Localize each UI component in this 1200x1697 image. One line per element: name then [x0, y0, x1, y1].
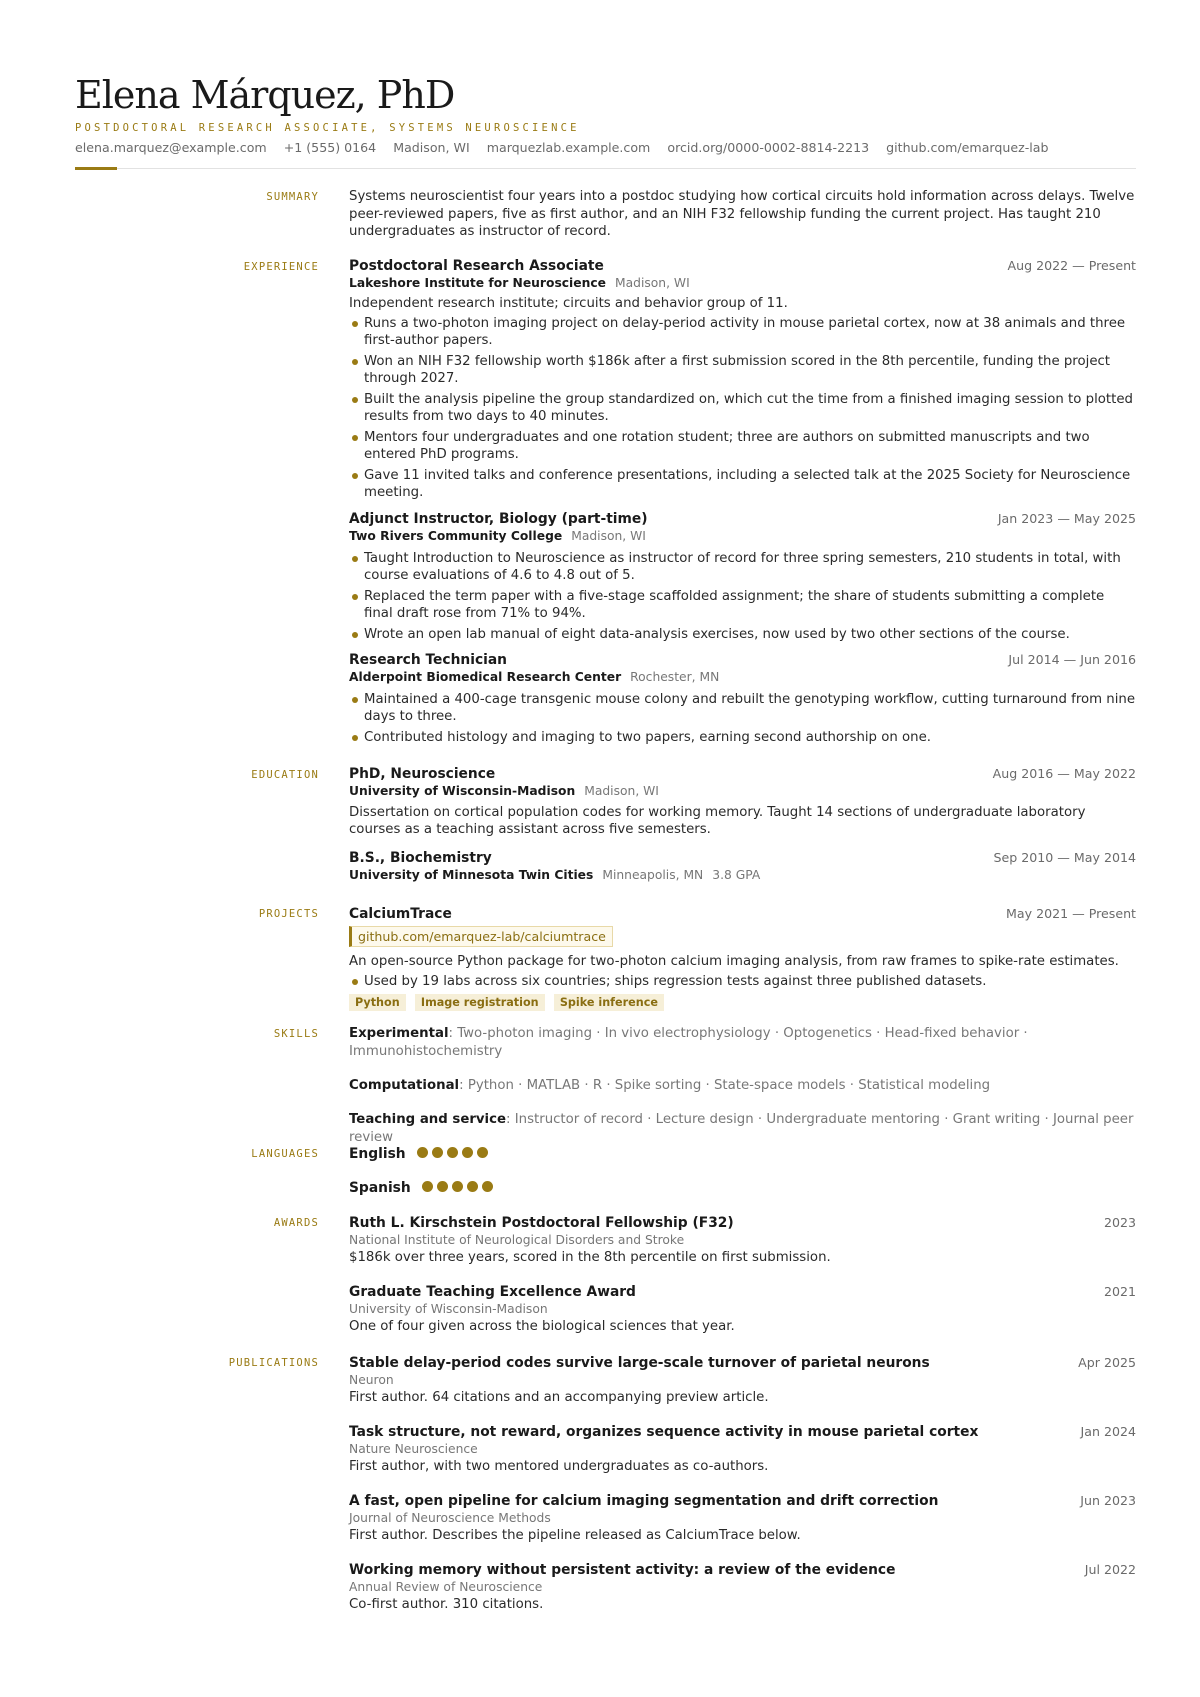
publication-title: A fast, open pipeline for calcium imaging segmentation and drift correction	[349, 1493, 939, 1509]
proficiency-dot	[452, 1181, 463, 1192]
job-description: Independent research institute; circuits and behavior group of 11.	[349, 296, 788, 311]
project-bullets	[349, 973, 1136, 990]
publication-date: Jan 2024	[1080, 1424, 1136, 1439]
summary-section	[349, 188, 1136, 241]
language-name: Spanish	[349, 1180, 411, 1196]
school: University of Wisconsin-Madison	[349, 784, 576, 798]
list-item: Mentors four undergraduates and one rotation student; three are authors on submitted manuscripts and two entered PhD programs.	[349, 429, 1136, 463]
proficiency-dot	[477, 1147, 488, 1158]
list-item: Won an NIH F32 fellowship worth $186k after a first submission scored in the 8th percentile, funding the project through 2027.	[349, 353, 1136, 387]
employer: Alderpoint Biomedical Research Center	[349, 670, 622, 684]
section-label-projects: PROJECTS	[258, 908, 319, 920]
job-location: Madison, WI	[615, 276, 690, 290]
candidate-headline: POSTDOCTORAL RESEARCH ASSOCIATE, SYSTEMS NEUROSCIENCE	[75, 122, 580, 134]
skill-category: Experimental	[349, 1026, 449, 1041]
gpa: 3.8 GPA	[712, 868, 761, 882]
job-title: Adjunct Instructor, Biology (part-time)	[349, 511, 648, 527]
job-dates: Jul 2014 — Jun 2016	[1008, 652, 1136, 667]
experience-entry	[349, 510, 1136, 647]
award-organization: National Institute of Neurological Disorders and Stroke	[349, 1233, 685, 1247]
publication-venue: Journal of Neuroscience Methods	[349, 1511, 551, 1525]
proficiency-dot	[432, 1147, 443, 1158]
job-dates: Aug 2022 — Present	[1007, 258, 1136, 273]
list-item: Maintained a 400-cage transgenic mouse colony and rebuilt the genotyping workflow, cutting turnaround from nine days to three.	[349, 691, 1136, 725]
section-label-summary: SUMMARY	[266, 191, 319, 203]
contact-github[interactable]: github.com/emarquez-lab	[886, 140, 1049, 155]
experience-entry	[349, 257, 1136, 505]
degree-title: PhD, Neuroscience	[349, 766, 496, 782]
skill-category: Teaching and service	[349, 1112, 507, 1127]
project-title: CalciumTrace	[349, 906, 452, 922]
education-entry	[349, 765, 1136, 838]
employer: Lakeshore Institute for Neuroscience	[349, 276, 606, 290]
skill-items: : Instructor of record · Lecture design · Undergraduate mentoring · Grant writing · Journal peer review	[349, 1112, 1134, 1145]
skill-group	[349, 1025, 1136, 1060]
list-item: Built the analysis pipeline the group standardized on, which cut the time from a finished imaging session to plotted results from two days to 40 minutes.	[349, 391, 1136, 425]
list-item: Taught Introduction to Neuroscience as instructor of record for three spring semesters, 210 students in total, with course evaluations of 4.6 to 4.8 out of 5.	[349, 550, 1136, 584]
job-location: Rochester, MN	[630, 670, 720, 684]
proficiency-dot	[422, 1181, 433, 1192]
proficiency-dot	[417, 1147, 428, 1158]
publication-venue: Nature Neuroscience	[349, 1442, 478, 1456]
resume-header	[75, 72, 1136, 158]
job-location: Madison, WI	[571, 529, 646, 543]
publication-entry	[349, 1423, 1136, 1475]
publication-venue: Annual Review of Neuroscience	[349, 1580, 543, 1594]
job-title: Postdoctoral Research Associate	[349, 258, 604, 274]
language-entry	[349, 1145, 1136, 1163]
project-entry	[349, 905, 1136, 1011]
section-label-publications: PUBLICATIONS	[228, 1357, 319, 1369]
award-title: Graduate Teaching Excellence Award	[349, 1284, 636, 1300]
publication-note: First author, with two mentored undergraduates as co-authors.	[349, 1459, 769, 1474]
job-dates: Jan 2023 — May 2025	[997, 511, 1136, 526]
publication-title: Stable delay-period codes survive large-scale turnover of parietal neurons	[349, 1355, 930, 1371]
award-year: 2021	[1103, 1284, 1136, 1299]
skill-category: Computational	[349, 1078, 460, 1093]
project-link[interactable]: github.com/emarquez-lab/calciumtrace	[349, 926, 613, 947]
education-entry	[349, 849, 1136, 884]
summary-text: Systems neuroscientist four years into a postdoc studying how cortical circuits hold information across delays. Twelve peer-reviewed papers, five as first author, and an NIH F32 fellowship funding the current project. Has taught 210 undergraduates as instructor of record.	[349, 189, 1135, 239]
publication-entry	[349, 1561, 1136, 1613]
job-bullets	[349, 315, 1136, 501]
job-bullets	[349, 691, 1136, 746]
publication-entry	[349, 1354, 1136, 1406]
publication-date: Apr 2025	[1078, 1355, 1136, 1370]
degree-dates: Sep 2010 — May 2014	[993, 850, 1136, 865]
school: University of Minnesota Twin Cities	[349, 868, 594, 882]
proficiency-dot	[467, 1181, 478, 1192]
degree-description: Dissertation on cortical population codes for working memory. Taught 14 sections of undergraduate laboratory courses as a teaching assistant across five semesters.	[349, 805, 1086, 837]
contact-phone[interactable]: +1 (555) 0164	[283, 140, 377, 155]
project-tags	[349, 994, 1136, 1011]
award-entry	[349, 1283, 1136, 1335]
job-title: Research Technician	[349, 652, 507, 668]
publication-note: Co-first author. 310 citations.	[349, 1597, 544, 1612]
employer: Two Rivers Community College	[349, 529, 563, 543]
school-location: Minneapolis, MN	[602, 868, 704, 882]
header-divider	[75, 168, 1136, 169]
candidate-name: Elena Márquez, PhD	[75, 73, 455, 117]
skill-items: : Python · MATLAB · R · Spike sorting · State-space models · Statistical modeling	[459, 1078, 991, 1093]
section-label-awards: AWARDS	[273, 1217, 319, 1229]
section-label-languages: LANGUAGES	[251, 1148, 319, 1160]
experience-entry	[349, 651, 1136, 750]
section-label-skills: SKILLS	[273, 1028, 319, 1040]
project-description: An open-source Python package for two-photon calcium imaging analysis, from raw frames to spike-rate estimates.	[349, 954, 1119, 969]
publication-note: First author. 64 citations and an accompanying preview article.	[349, 1390, 769, 1405]
list-item: Replaced the term paper with a five-stage scaffolded assignment; the share of students submitting a complete final draft rose from 71% to 94%.	[349, 588, 1136, 622]
publication-title: Working memory without persistent activity: a review of the evidence	[349, 1562, 896, 1578]
section-label-experience: EXPERIENCE	[243, 261, 319, 273]
list-item: Contributed histology and imaging to two papers, earning second authorship on one.	[349, 729, 1136, 746]
tag: Python	[349, 994, 406, 1011]
publication-date: Jul 2022	[1084, 1562, 1136, 1577]
language-name: English	[349, 1146, 406, 1162]
skill-group	[349, 1077, 1136, 1095]
list-item: Runs a two-photon imaging project on delay-period activity in mouse parietal cortex, now at 38 animals and three first-author papers.	[349, 315, 1136, 349]
degree-dates: Aug 2016 — May 2022	[992, 766, 1136, 781]
contact-line	[75, 138, 1136, 158]
language-entry	[349, 1179, 1136, 1197]
award-year: 2023	[1103, 1215, 1136, 1230]
list-item: Gave 11 invited talks and conference presentations, including a selected talk at the 2025 Society for Neuroscience meeting.	[349, 467, 1136, 501]
proficiency-dot	[437, 1181, 448, 1192]
tag: Image registration	[415, 994, 545, 1011]
skill-items: : Two-photon imaging · In vivo electrophysiology · Optogenetics · Head-fixed behavior · Immunohistochemistry	[349, 1026, 1028, 1059]
job-bullets	[349, 550, 1136, 643]
award-description: $186k over three years, scored in the 8th percentile on first submission.	[349, 1250, 831, 1265]
section-label-education: EDUCATION	[251, 769, 319, 781]
contact-location: Madison, WI	[393, 140, 470, 155]
degree-title: B.S., Biochemistry	[349, 850, 492, 866]
proficiency-dot	[447, 1147, 458, 1158]
award-entry	[349, 1214, 1136, 1266]
tag: Spike inference	[554, 994, 664, 1011]
project-dates: May 2021 — Present	[1006, 906, 1136, 921]
skill-group	[349, 1111, 1136, 1146]
publication-title: Task structure, not reward, organizes sequence activity in mouse parietal cortex	[349, 1424, 979, 1440]
proficiency-dots	[417, 1147, 492, 1162]
list-item: Used by 19 labs across six countries; ships regression tests against three published datasets.	[349, 973, 1136, 990]
award-description: One of four given across the biological sciences that year.	[349, 1319, 735, 1334]
proficiency-dots	[422, 1181, 497, 1196]
award-title: Ruth L. Kirschstein Postdoctoral Fellowship (F32)	[349, 1215, 734, 1231]
school-location: Madison, WI	[584, 784, 659, 798]
publication-note: First author. Describes the pipeline released as CalciumTrace below.	[349, 1528, 801, 1543]
publication-entry	[349, 1492, 1136, 1544]
proficiency-dot	[462, 1147, 473, 1158]
list-item: Wrote an open lab manual of eight data-analysis exercises, now used by two other sections of the course.	[349, 626, 1136, 643]
contact-website[interactable]: marquezlab.example.com	[486, 140, 651, 155]
proficiency-dot	[482, 1181, 493, 1192]
contact-orcid[interactable]: orcid.org/0000-0002-8814-2213	[667, 140, 870, 155]
publication-date: Jun 2023	[1080, 1493, 1136, 1508]
award-organization: University of Wisconsin-Madison	[349, 1302, 548, 1316]
publication-venue: Neuron	[349, 1373, 394, 1387]
header-divider-accent	[75, 167, 117, 170]
contact-email[interactable]: elena.marquez@example.com	[75, 140, 267, 155]
